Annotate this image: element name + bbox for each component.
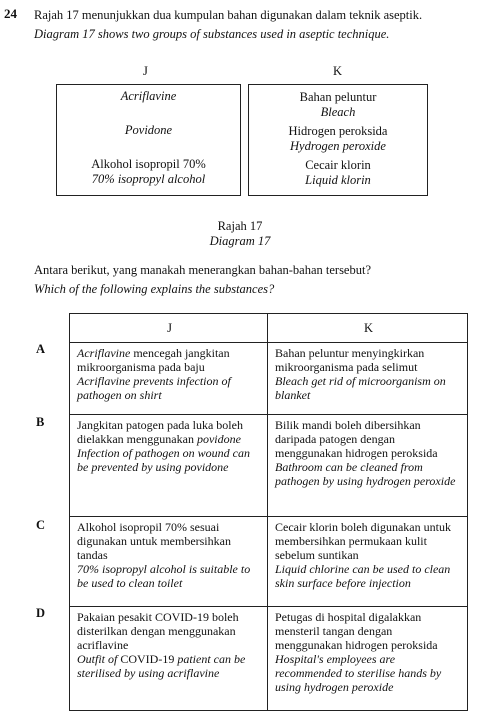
option-a-j-ms-start: Acriflavine (77, 346, 131, 360)
option-d-k-en: Hospital's employees are recommended to sterilise hands by using hydrogen peroxide (275, 652, 442, 694)
k-item-bleach-en: Bleach (320, 105, 356, 119)
stem-malay: Rajah 17 menunjukkan dua kumpulan bahan digunakan dalam teknik aseptik. (34, 8, 423, 22)
stem-english: Diagram 17 shows two groups of substances used in aseptic technique. (34, 27, 390, 41)
k-item-chlorine-en: Liquid klorin (305, 173, 371, 187)
j-item-alcohol-en: 70% isopropyl alcohol (91, 172, 206, 186)
option-d-row[interactable] (70, 607, 468, 711)
option-a-k (268, 343, 468, 415)
k-item-peroxide-ms: Hidrogen peroksida (288, 124, 388, 138)
options-table (69, 313, 468, 711)
option-b-j-en: Infection of pathogen on wound can be prevented by using povidone (77, 446, 250, 474)
option-d-k-ms: Petugas di hospital digalakkan mensteril tangan dengan menggunakan hidrogen peroksida (275, 610, 438, 652)
j-item-povidone: Povidone (124, 123, 173, 137)
group-j-box (56, 84, 241, 196)
option-a-j (70, 343, 268, 415)
option-c-letter[interactable]: C (36, 518, 46, 532)
option-d-j-en-b: COVID-19 (120, 652, 175, 666)
question-prompt (34, 261, 474, 299)
prompt-malay: Antara berikut, yang manakah menerangkan bahan-bahan tersebut? (34, 263, 372, 277)
j-item-acriflavine: Acriflavine (120, 89, 177, 103)
j-item-alcohol (57, 157, 240, 187)
option-d-j-ms: Pakaian pesakit COVID-19 boleh disterilkan dengan menggunakan acriflavine (77, 610, 239, 652)
question-number: 24 (4, 6, 17, 21)
option-a-k-en: Bleach get rid of microorganism on blanket (275, 374, 446, 402)
group-j-label: J (143, 64, 148, 78)
option-a-row[interactable] (70, 343, 468, 415)
option-a-j-ms (77, 346, 262, 374)
header-k: K (268, 314, 468, 343)
option-c-k-en: Liquid chlorine can be used to clean skin surface before injection (275, 562, 451, 590)
header-j: J (70, 314, 268, 343)
option-a-j-ms-rest: mencegah jangkitan mikroorganisma pada baju (77, 346, 230, 374)
option-b-k (268, 415, 468, 517)
option-d-j (70, 607, 268, 711)
option-d-k (268, 607, 468, 711)
option-c-j-en: 70% isopropyl alcohol is suitable to be used to clean toilet (77, 562, 251, 590)
option-c-k-ms: Cecair klorin boleh digunakan untuk membersihkan permukaan kulit sebelum suntikan (275, 520, 451, 562)
caption-malay: Rajah 17 (217, 219, 263, 233)
option-b-row[interactable] (70, 415, 468, 517)
k-item-bleach (249, 90, 427, 120)
prompt-english: Which of the following explains the substances? (34, 282, 275, 296)
k-item-peroxide-en: Hydrogen peroxide (290, 139, 386, 153)
option-b-k-en: Bathroom can be cleaned from pathogen by using hydrogen peroxide (275, 460, 456, 488)
option-a-letter[interactable]: A (36, 342, 46, 356)
k-item-chlorine (249, 158, 427, 188)
option-c-row[interactable] (70, 517, 468, 607)
option-b-j-ms (77, 418, 262, 446)
option-a-k-ms: Bahan peluntur menyingkirkan mikroorganisma pada selimut (275, 346, 425, 374)
option-d-letter[interactable]: D (36, 606, 46, 620)
option-d-j-en-c: patient can be sterilised by using acriflavine (77, 652, 246, 680)
option-c-k (268, 517, 468, 607)
option-a-j-en: Acriflavine prevents infection of pathogen on shirt (77, 374, 231, 402)
option-b-j-ms-main: Jangkitan patogen pada luka boleh dielakkan menggunakan (77, 418, 243, 446)
k-item-chlorine-ms: Cecair klorin (305, 158, 371, 172)
option-d-j-en (77, 652, 262, 680)
group-k-label: K (333, 64, 343, 78)
question-stem (34, 6, 474, 44)
j-item-alcohol-ms: Alkohol isopropil 70% (91, 157, 206, 171)
caption-english: Diagram 17 (209, 234, 271, 248)
option-d-j-en-a: Outfit of (77, 652, 118, 666)
option-b-j (70, 415, 268, 517)
option-b-letter[interactable]: B (36, 415, 45, 429)
option-b-j-ms-tail: povidone (196, 432, 241, 446)
k-item-bleach-ms: Bahan peluntur (299, 90, 377, 104)
k-item-peroxide (249, 124, 427, 154)
group-k-box (248, 84, 428, 196)
diagram-caption (0, 219, 480, 249)
option-c-j (70, 517, 268, 607)
option-c-j-ms: Alkohol isopropil 70% sesuai digunakan untuk membersihkan tandas (77, 520, 231, 562)
option-b-k-ms: Bilik mandi boleh dibersihkan daripada patogen dengan menggunakan hidrogen peroksida (275, 418, 438, 460)
table-header-row (70, 314, 468, 343)
